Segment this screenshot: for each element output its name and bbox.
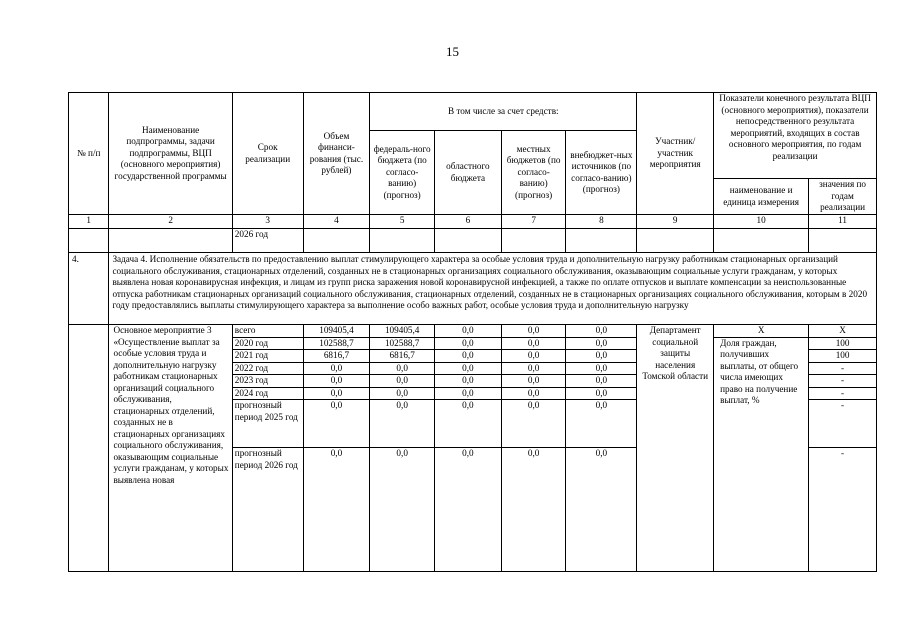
extra-cell: 0,0 — [566, 387, 637, 400]
regional-cell: 0,0 — [435, 387, 502, 400]
extra-cell: 0,0 — [566, 362, 637, 375]
indicator-value: - — [809, 400, 877, 448]
local-cell: 0,0 — [501, 362, 566, 375]
federal-cell: 0,0 — [370, 448, 435, 572]
period-cell: прогнозный период 2025 год — [232, 400, 303, 448]
federal-cell: 0,0 — [370, 362, 435, 375]
colnum-10: 10 — [714, 215, 809, 229]
header-indicator-name: наименование и единица измерения — [714, 179, 809, 215]
indicator-header-value: Х — [809, 325, 877, 338]
program-table — [68, 92, 877, 572]
federal-cell: 0,0 — [370, 400, 435, 448]
indicator-header-name: Х — [714, 325, 809, 338]
measure-name: Основное мероприятие 3 «Осуществление выплат за особые условия труда и дополнительную нагрузку работникам стационарных организаций социального обслуживания, стационарных отделений, созданных не в стационарных организациях социального обслуживания, оказывающим социальные услуги гражданам, у которых выявлена новая — [109, 325, 232, 572]
colnum-2: 2 — [109, 215, 232, 229]
period-cell: 2020 год — [232, 337, 303, 350]
indicator-value: - — [809, 387, 877, 400]
federal-cell: 102588,7 — [370, 337, 435, 350]
local-cell: 0,0 — [501, 400, 566, 448]
regional-cell: 0,0 — [435, 325, 502, 338]
colnum-11: 11 — [809, 215, 877, 229]
extra-cell: 0,0 — [566, 448, 637, 572]
local-cell: 0,0 — [501, 448, 566, 572]
federal-cell: 6816,7 — [370, 350, 435, 363]
indicator-value: 100 — [809, 337, 877, 350]
regional-cell: 0,0 — [435, 350, 502, 363]
volume-cell: 0,0 — [303, 400, 370, 448]
colnum-5: 5 — [370, 215, 435, 229]
indicator-value: - — [809, 362, 877, 375]
header-indicators-group: Показатели конечного результата ВЦП (основного мероприятия), показатели непосредственного результата мероприятий, входящих в состав основного мероприятия, по годам реализации — [714, 93, 877, 179]
volume-cell: 102588,7 — [303, 337, 370, 350]
volume-cell: 109405,4 — [303, 325, 370, 338]
period-cell: всего — [232, 325, 303, 338]
page-number: 15 — [446, 44, 459, 59]
volume-cell: 0,0 — [303, 362, 370, 375]
colnum-7: 7 — [501, 215, 566, 229]
volume-cell: 6816,7 — [303, 350, 370, 363]
period-cell: прогнозный период 2026 год — [232, 448, 303, 572]
regional-cell: 0,0 — [435, 448, 502, 572]
colnum-4: 4 — [303, 215, 370, 229]
federal-cell: 0,0 — [370, 387, 435, 400]
extra-cell: 0,0 — [566, 400, 637, 448]
header-number: № п/п — [69, 93, 109, 215]
local-cell: 0,0 — [501, 325, 566, 338]
colnum-3: 3 — [232, 215, 303, 229]
extra-cell: 0,0 — [566, 325, 637, 338]
period-cell: 2024 год — [232, 387, 303, 400]
period-cell: 2021 год — [232, 350, 303, 363]
regional-cell: 0,0 — [435, 400, 502, 448]
header-regional: областного бюджета — [435, 131, 502, 215]
volume-cell: 0,0 — [303, 387, 370, 400]
local-cell: 0,0 — [501, 350, 566, 363]
task-text: Задача 4. Исполнение обязательств по предоставлению выплат стимулирующего характера за особые условия труда и дополнительную нагрузку работникам стационарных организаций социального обслуживания, стационарных отделений, созданных не в стационарных организациях социального обслуживания, оказывающим социальные услуги гражданам, у которых выявлена новая коронавирусная инфекция, и лицам из групп риска заражения новой коронавирусной инфекцией, а также по оплате отпусков и выплате компенсации за неиспользованные отпуска работникам стационарных организаций социального обслуживания, стационарных отделений, созданных не в стационарных организациях социального обслуживания, которым в 2020 году предоставлялись выплаты стимулирующего характера за выполнение особо важных работ, особые условия труда и дополнительную нагрузку — [109, 253, 877, 325]
measure-participant: Департамент социальной защиты населения Томской области — [637, 325, 714, 572]
extra-cell: 0,0 — [566, 350, 637, 363]
colnum-1: 1 — [69, 215, 109, 229]
indicator-value: - — [809, 375, 877, 388]
colnum-8: 8 — [566, 215, 637, 229]
regional-cell: 0,0 — [435, 362, 502, 375]
header-federal: федераль-ного бюджета (по согласо-ванию) (прогноз) — [370, 131, 435, 215]
indicator-name: Доля граждан, получивших выплаты, от общего числа имеющих право на получение выплат, % — [714, 337, 809, 572]
local-cell: 0,0 — [501, 387, 566, 400]
header-volume: Объем финанси-рования (тыс. рублей) — [303, 93, 370, 215]
indicator-value: 100 — [809, 350, 877, 363]
period-cell: 2023 год — [232, 375, 303, 388]
federal-cell: 0,0 — [370, 375, 435, 388]
extra-cell: 0,0 — [566, 375, 637, 388]
header-local: местных бюджетов (по согласо-ванию) (прогноз) — [501, 131, 566, 215]
task-number: 4. — [69, 253, 109, 325]
header-period: Срок реализации — [232, 93, 303, 215]
period-cell: 2022 год — [232, 362, 303, 375]
volume-cell: 0,0 — [303, 375, 370, 388]
extra-cell: 0,0 — [566, 337, 637, 350]
local-cell: 0,0 — [501, 337, 566, 350]
colnum-9: 9 — [637, 215, 714, 229]
header-indicator-values: значения по годам реализации — [809, 179, 877, 215]
local-cell: 0,0 — [501, 375, 566, 388]
regional-cell: 0,0 — [435, 375, 502, 388]
header-extra: внебюджет-ных источников (по согласо-ванию) (прогноз) — [566, 131, 637, 215]
federal-cell: 109405,4 — [370, 325, 435, 338]
volume-cell: 0,0 — [303, 448, 370, 572]
header-name: Наименование подпрограммы, задачи подпрограммы, ВЦП (основного мероприятия) государственной программы — [109, 93, 232, 215]
regional-cell: 0,0 — [435, 337, 502, 350]
colnum-6: 6 — [435, 215, 502, 229]
header-participant: Участник/ участник мероприятия — [637, 93, 714, 215]
header-sources-group: В том числе за счет средств: — [370, 93, 637, 131]
indicator-value: - — [809, 448, 877, 572]
prev-row-period: 2026 год — [232, 229, 303, 253]
